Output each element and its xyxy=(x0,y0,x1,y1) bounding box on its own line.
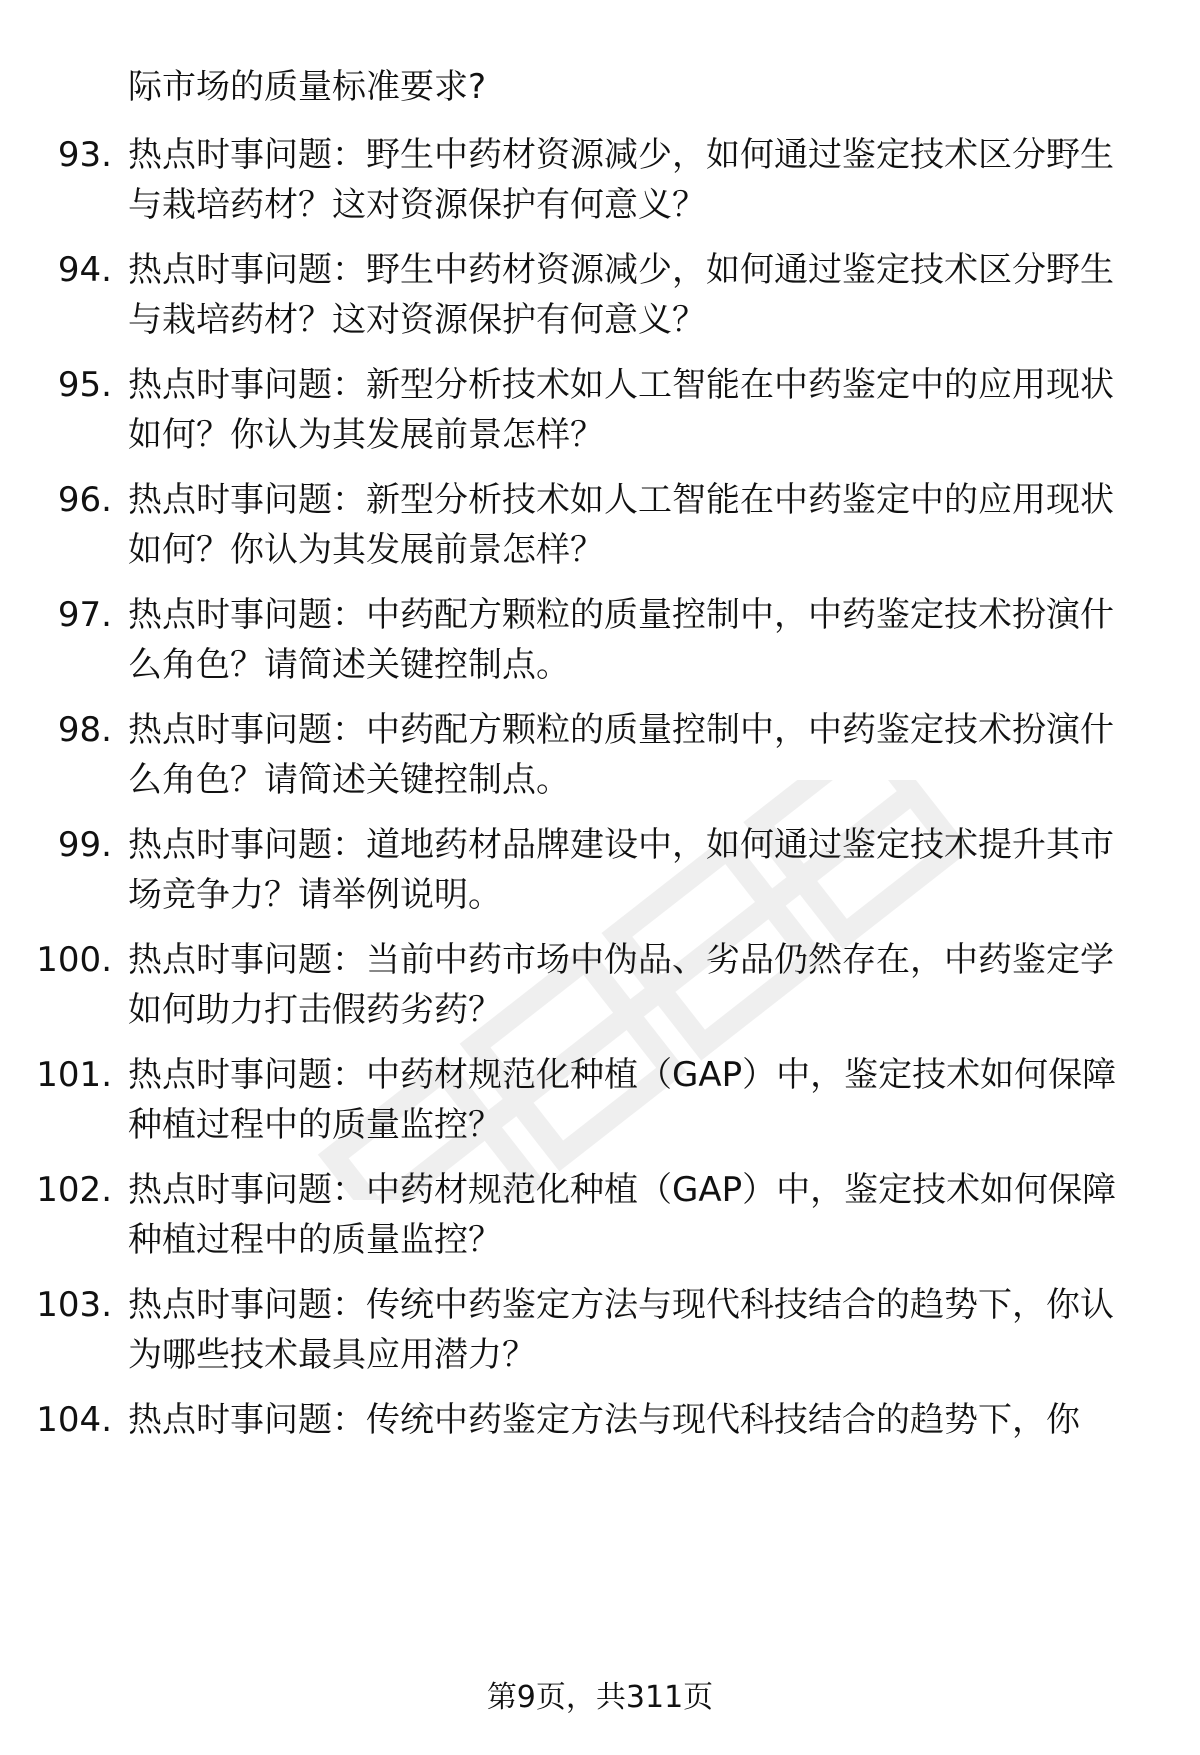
question-text: 热点时事问题：传统中药鉴定方法与现代科技结合的趋势下，你认为哪些技术最具应用潜力？ xyxy=(128,1285,1114,1375)
question-number: 96. xyxy=(57,480,112,520)
question-number: 99. xyxy=(57,825,112,865)
question-number: 95. xyxy=(57,365,112,405)
question-text: 热点时事问题：中药材规范化种植（GAP）中，鉴定技术如何保障种植过程中的质量监控？ xyxy=(128,1055,1117,1145)
question-text: 热点时事问题：野生中药材资源减少，如何通过鉴定技术区分野生与栽培药材？这对资源保护有何意义？ xyxy=(128,250,1114,340)
question-number: 100. xyxy=(36,940,112,980)
continued-line: 际市场的质量标准要求? xyxy=(128,67,487,107)
question-text: 热点时事问题：中药配方颗粒的质量控制中，中药鉴定技术扮演什么角色？请简述关键控制点。 xyxy=(128,595,1114,685)
question-text: 热点时事问题：新型分析技术如人工智能在中药鉴定中的应用现状如何？你认为其发展前景怎样？ xyxy=(128,365,1114,455)
question-number: 93. xyxy=(57,135,112,175)
question-text: 热点时事问题：当前中药市场中伪品、劣品仍然存在，中药鉴定学如何助力打击假药劣药？ xyxy=(128,940,1114,1030)
question-number: 98. xyxy=(57,710,112,750)
question-number: 102. xyxy=(36,1170,112,1210)
question-text: 热点时事问题：道地药材品牌建设中，如何通过鉴定技术提升其市场竞争力？请举例说明。 xyxy=(128,825,1114,915)
question-text: 热点时事问题：新型分析技术如人工智能在中药鉴定中的应用现状如何？你认为其发展前景怎样？ xyxy=(128,480,1114,570)
page-footer: 第9页，共311页 xyxy=(486,1680,714,1715)
question-text: 热点时事问题：野生中药材资源减少，如何通过鉴定技术区分野生与栽培药材？这对资源保护有何意义？ xyxy=(128,135,1114,225)
question-text: 热点时事问题：中药材规范化种植（GAP）中，鉴定技术如何保障种植过程中的质量监控？ xyxy=(128,1170,1117,1260)
question-number: 103. xyxy=(36,1285,112,1325)
question-number: 104. xyxy=(36,1400,112,1440)
question-number: 101. xyxy=(36,1055,112,1095)
question-number: 94. xyxy=(57,250,112,290)
question-text: 热点时事问题：传统中药鉴定方法与现代科技结合的趋势下，你 xyxy=(128,1400,1080,1440)
question-text: 热点时事问题：中药配方颗粒的质量控制中，中药鉴定技术扮演什么角色？请简述关键控制点。 xyxy=(128,710,1114,800)
question-number: 97. xyxy=(57,595,112,635)
